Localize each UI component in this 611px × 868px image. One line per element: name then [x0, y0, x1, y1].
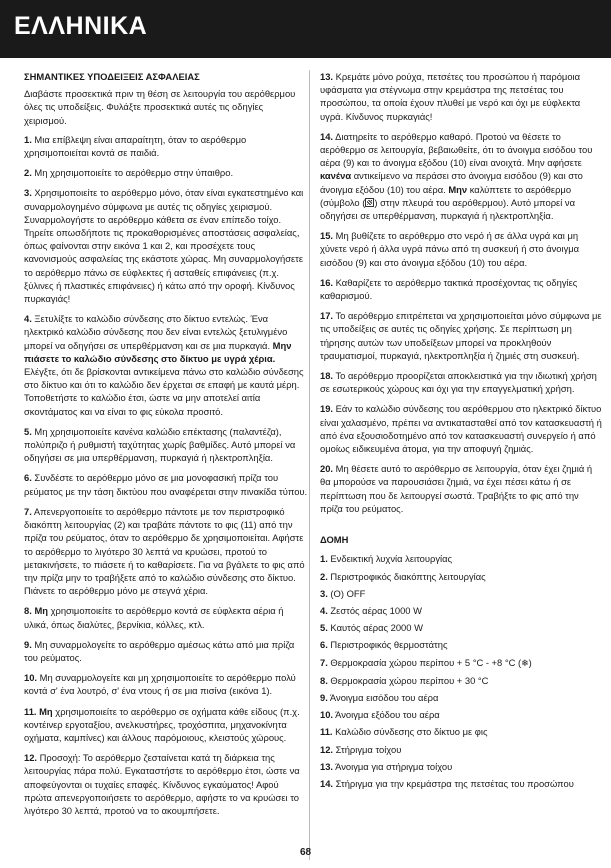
left-column: [24, 70, 308, 824]
safety-item-15: 15. Μη βυθίζετε το αερόθερμο στο νερό ή σε άλλα υγρά και μη χύνετε νερό ή άλλα υγρά πάνω από τη συσκευή ή στο άνοιγμα εισόδου (9) και στο άνοιγμα εξόδου (10) του αέρα.: [320, 230, 580, 268]
structure-item: 6. Περιστροφικός θερμοστάτης: [320, 639, 448, 651]
structure-item: 3. (O) OFF: [320, 587, 366, 599]
safety-item-8: 8. Μη χρησιμοποιείτε το αερόθερμο κοντά σε εύφλεκτα αέρια ή υλικά, όπως διαλύτες, βερνίκια, κόλλες, κτλ.: [24, 605, 284, 630]
safety-item-10: 10. Μη συναρμολογείτε και μη χρησιμοποιείτε το αερόθερμο πολύ κοντά σ' ένα λουτρό, σ' ένα ντους ή σε μια πισίνα (εικόνα 1).: [24, 672, 296, 697]
safety-item-6: 6. Συνδέστε το αερόθερμο μόνο σε μια μονοφασική πρίζα του ρεύματος με την τάση δικτύου που αναφέρεται στην πινακίδα τύπου.: [24, 472, 308, 497]
structure-list: [320, 552, 604, 790]
safety-item-4: 4. Ξετυλίξτε το καλώδιο σύνδεσης στο δίκτυο εντελώς. Ένα ηλεκτρικό καλώδιο σύνδεσης που δεν είναι εντελώς ξετυλιγμένο μπορεί να οδηγήσει σε υπερθέρμανση και σε μια πυρκαγιά. Μην πιάσετε το καλώδιο σύνδεσης στο δίκτυο με υγρά χέρια. Ελέγξτε, ότι δε βρίσκονται αντικείμενα πάνω στο καλώδιο σύνδεσης στο δίκτυο και ότι το καλώδιο δεν έρχεται σε επαφή με καυτά μέρη. Τοποθετήστε το καλώδιο έτσι, ώστε να μην αποτελεί αιτία σκοντάματος και να είναι το φις εύκολα προσιτό.: [24, 313, 304, 417]
page-number: 68: [299, 847, 312, 858]
safety-item-14: 14. Διατηρείτε το αερόθερμο καθαρό. Προτού να θέσετε το αερόθερμο σε λειτουργία, βεβαιωθείτε, ότι το άνοιγμα εισόδου του αέρα (9) και το άνοιγμα εξόδου (10) είναι ανοιχτά. Μην αφήσετε κανένα αντικείμενο να περάσει στο άνοιγμα εισόδου (9) και στο άνοιγμα εξόδου (10) του αέρα. Μην καλύπτετε το αερόθερμο (σύμβολο ( ) στην πλευρά του αερόθερμου). Αυτό μπορεί να οδηγήσει σε υπερθέρμανση, πυρκαγιά ή ηλεκτροπληξία.: [320, 130, 593, 222]
safety-item-16: 16. Καθαρίζετε το αερόθερμο τακτικά προσέχοντας τις οδηγίες καθαρισμού.: [320, 276, 578, 302]
structure-item: 1. Ενδεικτική λυχνία λειτουργίας: [320, 553, 453, 565]
safety-item-12: 12. Προσοχή: Το αερόθερμο ζεσταίνεται κατά τη διάρκεια της λειτουργίας πάρα πολύ. Εγκαταστήστε το αερόθερμο έτσι, ώστε να αποφεύγονται οι τυχαίες επαφές. Κίνδυνος εγκαύματος! Αφού πρώτα απενεργοποιήσετε το αερόθερμο, αφήστε το να κρυώσει το λιγότερο 30 λεπτά, προτού να το ακουμπήσετε.: [24, 752, 300, 816]
safety-item-11: 11. Μη χρησιμοποιείτε το αερόθερμο σε οχήματα κάθε είδους (π.χ. κοντέινερ εργοταξίου, ανελκυστήρες, τροχόσπιτα, μηχανοκίνητα οχήματα, καμπίνες) και άλλους παρόμοιους, κλειστούς χώρους.: [24, 705, 300, 743]
safety-section-title: ΣΗΜΑΝΤΙΚΕΣ ΥΠΟΔΕΙΞΕΙΣ ΑΣΦΑΛΕΙΑΣ: [24, 71, 200, 82]
snowflake-icon: ❄: [521, 657, 529, 668]
language-header: [0, 0, 611, 58]
safety-item-9: 9. Μη συναρμολογείτε το αερόθερμο αμέσως κάτω από μια πρίζα του ρεύματος.: [24, 638, 295, 663]
safety-item-19: 19. Εάν το καλώδιο σύνδεσης του αερόθερμου στο ηλεκτρικό δίκτυο είναι χαλασμένο, πρέπει να αντικατασταθεί από τον κατασκευαστή ή από ένα εξουσιοδοτημένο από τον κατασκευαστή συνεργείο ή από ομοίως ειδικευμένα άτομα, για την αποφυγή ζημιάς.: [320, 403, 602, 455]
structure-item: 13. Άνοιγμα για στήριγμα τοίχου: [320, 760, 453, 772]
safety-item-2: 2. Μη χρησιμοποιείτε το αερόθερμο στην ύπαιθρο.: [24, 167, 234, 179]
safety-item-5: 5. Μη χρησιμοποιείτε κανένα καλώδιο επέκτασης (παλαντέζα), πολύπριζο ή ρυθμιστή ταχύτητας χωρίς βαθμίδες. Αυτό μπορεί να οδηγήσει σε μια υπερθέρμανση, πυρκαγιά ή ηλεκτροπληξία.: [24, 425, 296, 464]
safety-item-20: 20. Μη θέσετε αυτό το αερόθερμο σε λειτουργία, όταν έχει ζημιά ή θα μπορούσε να παρουσιάσει ζημιά, να έχει πέσει κάτω ή σε περίπτωση που δε λειτουργεί σωστά. Τραβήξτε το φις από την πρίζα του ρεύματος.: [320, 463, 593, 514]
structure-section-title: ΔΟΜΗ: [320, 534, 349, 546]
structure-item: 5. Καυτός αέρας 2000 W: [320, 622, 423, 634]
safety-item-17: 17. Το αερόθερμο επιτρέπεται να χρησιμοποιείται μόνο σύμφωνα με τις υποδείξεις σε αυτές τις οδηγίες χρήσης. Σε περίπτωση μη τήρησης αυτών των υποδείξεων μπορεί να προκληθούν τραυματισμοί, πυρκαγιά, ηλεκτροπληξία ή ζημιές στη συσκευή.: [320, 310, 602, 361]
structure-item: 8. Θερμοκρασία χώρου περίπου + 30 °C: [320, 674, 489, 686]
structure-item: 12. Στήριγμα τοίχου: [320, 743, 402, 755]
structure-item: 2. Περιστροφικός διακόπτης λειτουργίας: [320, 570, 486, 582]
structure-item: 10. Άνοιγμα εξόδου του αέρα: [320, 709, 440, 721]
page-language-title: ΕΛΛΗΝΙΚΑ: [14, 12, 148, 40]
column-divider: [309, 70, 310, 860]
safety-intro: Διαβάστε προσεκτικά πριν τη θέση σε λειτουργία του αερόθερμου όλες τις υποδείξεις. Φυλάξτε προσεκτικά αυτές τις οδηγίες χειρισμού.: [24, 88, 296, 126]
safety-item-7: 7. Απενεργοποιείτε το αερόθερμο πάντοτε με τον περιστροφικό διακόπτη λειτουργίας (2) και τραβάτε πάντοτε το φις (11) από την πρίζα του ρεύματος, όταν το αερόθερμο δε χρησιμοποιείται. Αφήστε το αερόθερμο το λιγότερο 30 λεπτά να κρυώσει, προτού το μετακινήσετε, το πιάσετε ή το καθαρίσετε. Για να βγάλετε το φις από την πρίζα μην το τραβήξετε από το καλώδιο σύνδεσης στο δίκτυο. Πιάνετε το αερόθερμο μόνο με στεγνά χέρια.: [24, 505, 305, 597]
safety-item-3: 3. Χρησιμοποιείτε το αερόθερμο μόνο, όταν είναι εγκατεστημένο και συναρμολογημένο σύμφωνα με αυτές τις οδηγίες χειρισμού. Συναρμολογήστε το αερόθερμο κάθετα σε έναν επίπεδο τοίχο. Τηρείτε οπωσδήποτε τις προκαθορισμένες αποστάσεις ασφαλείας, όπως φαίνονται στην εικόνα 1 και 2, και προσέχετε τους κανονισμούς ασφαλείας της εκάστοτε χώρας. Μη συναρμολογήσετε το αερόθερμο πάνω σε εύφλεκτες ή ασταθείς επιφάνειες (π.χ. ξύλινες ή πλαστικές επιφάνειες) ή κάτω από την οροφή. Κίνδυνος πυρκαγιάς!: [24, 187, 304, 305]
right-column: [320, 70, 604, 794]
safety-item-1: 1. Μια επίβλεψη είναι απαραίτητη, όταν το αερόθερμο χρησιμοποιείται κοντά σε παιδιά.: [24, 133, 247, 159]
safety-item-13: 13. Κρεμάτε μόνο ρούχα, πετσέτες του προσώπου ή παρόμοια υφάσματα για στέγνωμα στην κρεμάστρα της πετσέτας του προσώπου, τα οποία έχουν πλυθεί με νερό και όχι με εύφλεκτα υγρά. Κίνδυνος πυρκαγιάς!: [320, 71, 581, 122]
safety-item-18: 18. Το αερόθερμο προορίζεται αποκλειστικά για την ιδιωτική χρήση σε εσωτερικούς χώρους και όχι για την επαγγελματική χρήση.: [320, 370, 597, 395]
structure-item: 11. Καλώδιο σύνδεσης στο δίκτυο με φις: [320, 726, 488, 738]
structure-item: 7. Θερμοκρασία χώρου περίπου + 5 °C - +8 °C (❄): [320, 656, 532, 668]
structure-item: 14. Στήριγμα για την κρεμάστρα της πετσέτας του προσώπου: [320, 777, 574, 789]
structure-item: 9. Άνοιγμα εισόδου του αέρα: [320, 691, 439, 703]
structure-item: 4. Ζεστός αέρας 1000 W: [320, 604, 422, 616]
do-not-cover-icon: [365, 198, 374, 207]
